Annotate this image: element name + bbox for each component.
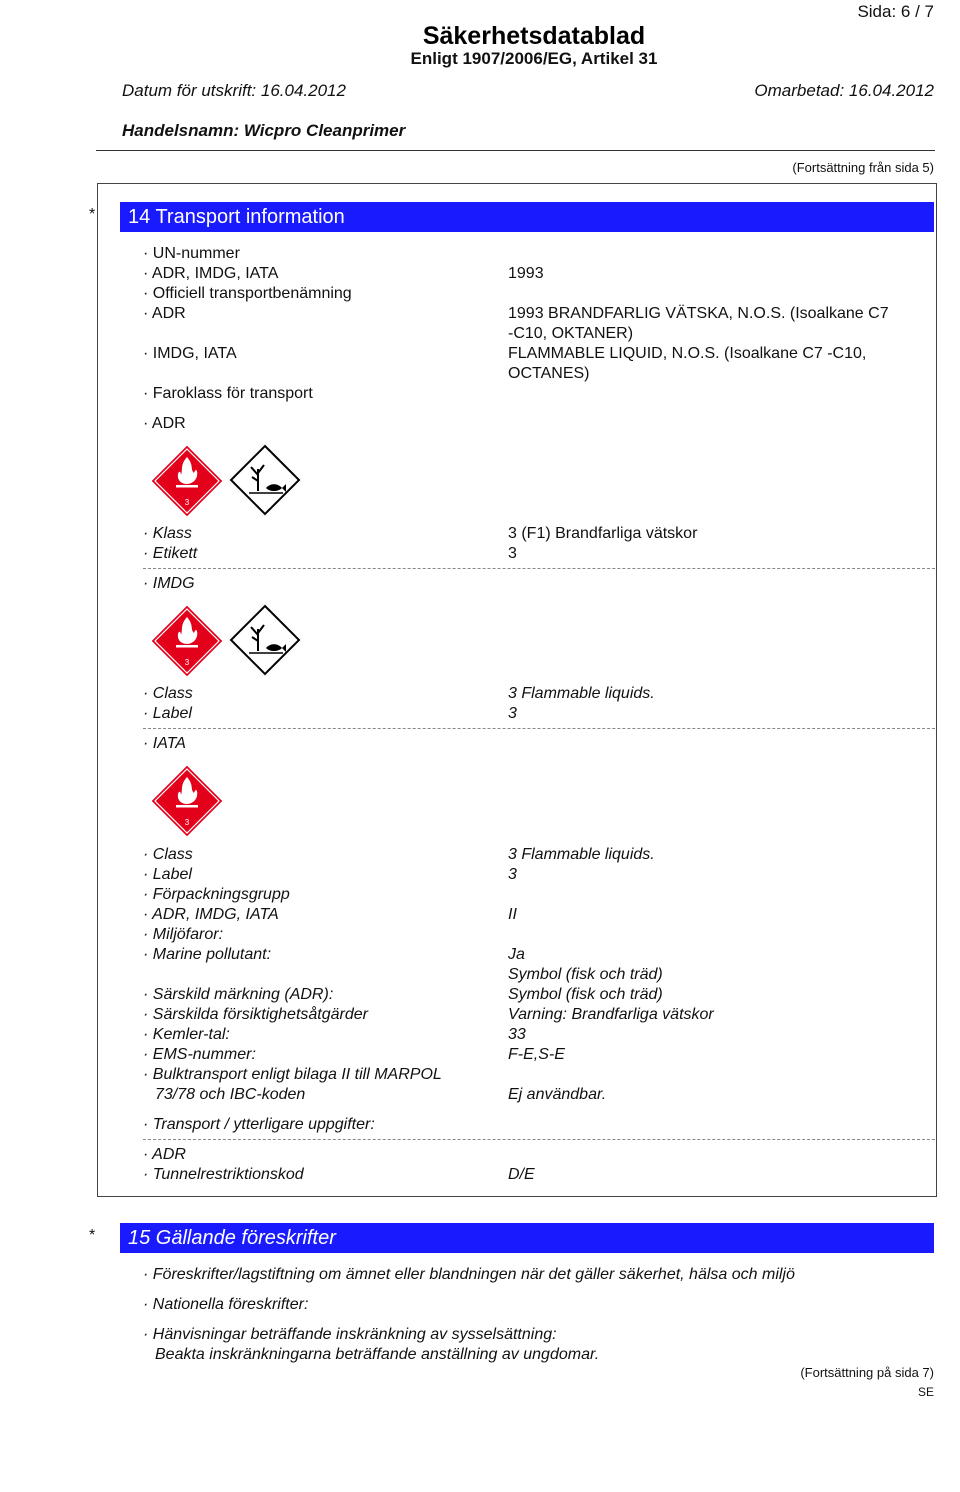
marine-pollutant-value: Ja: [508, 946, 525, 963]
bulk-transport-label: · Bulktransport enligt bilaga II till MARPOL: [143, 1066, 442, 1083]
packing-group-value: II: [508, 906, 517, 923]
imdg-heading: · IMDG: [143, 575, 195, 592]
flammable-diamond-icon: [151, 605, 223, 677]
revised-date: Omarbetad: 16.04.2012: [754, 81, 934, 100]
environment-diamond-icon: [231, 606, 299, 674]
adr-heading: · ADR: [143, 415, 186, 432]
section-14-heading: 14 Transport information: [120, 202, 934, 232]
iata-pictograms: [150, 763, 230, 844]
print-date: Datum för utskrift: 16.04.2012: [122, 81, 346, 100]
packing-group-label: · Förpackningsgrupp: [143, 886, 290, 903]
section-15-star: *: [89, 1227, 96, 1244]
page-number: Sida: 6 / 7: [857, 2, 934, 21]
ems-value: F-E,S-E: [508, 1046, 565, 1063]
iata-label-value: 3: [508, 866, 517, 883]
ems-label: · EMS-nummer:: [143, 1046, 256, 1063]
adr-etikett-value: 3: [508, 545, 517, 562]
svg-text:3: 3: [184, 818, 190, 827]
imdg-pictogram-svg: [150, 603, 310, 679]
iata-label-label: · Label: [143, 866, 192, 883]
adr-pictograms: [150, 443, 310, 524]
imdg-pictograms: [150, 603, 310, 684]
adr-label: · ADR: [143, 305, 186, 322]
marine-pollutant-label: · Marine pollutant:: [143, 946, 272, 963]
un-number-label: · UN-nummer: [143, 245, 240, 262]
document-subtitle: Enligt 1907/2006/EG, Artikel 31: [410, 49, 658, 68]
bulk-transport-label-cont: 73/78 och IBC-koden: [155, 1086, 306, 1103]
hazard-class-label: · Faroklass för transport: [143, 385, 313, 402]
svg-text:3: 3: [184, 498, 190, 507]
imdg-shipping-name-cont: OCTANES): [508, 365, 590, 382]
national-regulations-label: · Nationella föreskrifter:: [143, 1296, 309, 1313]
regulations-label: · Föreskrifter/lagstiftning om ämnet eller blandningen när det gäller säkerhet, hälsa och miljö: [143, 1266, 795, 1283]
divider: [143, 728, 935, 729]
adr-pictogram-svg: [150, 443, 310, 519]
packing-adr-label: · ADR, IMDG, IATA: [143, 906, 279, 923]
special-marking-label: · Särskild märkning (ADR):: [143, 986, 334, 1003]
iata-heading: · IATA: [143, 735, 186, 752]
imdg-iata-label: · IMDG, IATA: [143, 345, 237, 362]
header-rule: [96, 150, 935, 151]
section-15-heading: 15 Gällande föreskrifter: [120, 1223, 934, 1253]
kemler-label: · Kemler-tal:: [143, 1026, 230, 1043]
env-hazards-label: · Miljöfaror:: [143, 926, 224, 943]
kemler-value: 33: [508, 1026, 526, 1043]
language-code: SE: [917, 1385, 934, 1399]
employment-restriction-text: Beakta inskränkningarna beträffande anställning av ungdomar.: [155, 1346, 600, 1363]
marine-pollutant-symbol: Symbol (fisk och träd): [508, 966, 663, 983]
imdg-label-value: 3: [508, 705, 517, 722]
bulk-transport-value: Ej användbar.: [508, 1086, 607, 1103]
adr-etikett-label: · Etikett: [143, 545, 198, 562]
svg-text:3: 3: [184, 658, 190, 667]
iata-class-value: 3 Flammable liquids.: [508, 846, 655, 863]
shipping-name-label: · Officiell transportbenämning: [143, 285, 352, 302]
imdg-shipping-name: FLAMMABLE LIQUID, N.O.S. (Isoalkane C7 -C10,: [508, 345, 867, 362]
un-adr-label: · ADR, IMDG, IATA: [143, 265, 279, 282]
iata-pictogram-svg: [150, 763, 230, 839]
adr-shipping-name: 1993 BRANDFARLIG VÄTSKA, N.O.S. (Isoalkane C7: [508, 305, 889, 322]
un-number-value: 1993: [508, 265, 544, 282]
flammable-diamond-icon: [151, 445, 223, 517]
precautions-label: · Särskilda försiktighetsåtgärder: [143, 1006, 368, 1023]
tunnel-code-value: D/E: [508, 1166, 535, 1183]
precautions-value: Varning: Brandfarliga vätskor: [508, 1006, 714, 1023]
transport-extra-label: · Transport / ytterligare uppgifter:: [143, 1116, 375, 1133]
transport-adr-label: · ADR: [143, 1146, 186, 1163]
imdg-class-label: · Class: [143, 685, 193, 702]
employment-restriction-label: · Hänvisningar beträffande inskränkning av sysselsättning:: [143, 1326, 557, 1343]
continued-on: (Fortsättning på sida 7): [800, 1365, 934, 1380]
adr-klass-value: 3 (F1) Brandfarliga vätskor: [508, 525, 698, 542]
adr-shipping-name-cont: -C10, OKTANER): [508, 325, 634, 342]
imdg-class-value: 3 Flammable liquids.: [508, 685, 655, 702]
divider: [143, 568, 935, 569]
environment-diamond-icon: [231, 446, 299, 514]
section-14-star: *: [89, 206, 96, 223]
imdg-label-label: · Label: [143, 705, 192, 722]
divider: [143, 1139, 935, 1140]
flammable-diamond-icon: [151, 765, 223, 837]
continued-from: (Fortsättning från sida 5): [792, 160, 934, 175]
adr-klass-label: · Klass: [143, 525, 192, 542]
trade-name: Handelsnamn: Wicpro Cleanprimer: [122, 121, 406, 140]
iata-class-label: · Class: [143, 846, 193, 863]
tunnel-code-label: · Tunnelrestriktionskod: [143, 1166, 304, 1183]
special-marking-value: Symbol (fisk och träd): [508, 986, 663, 1003]
document-title: Säkerhetsdatablad: [422, 22, 646, 50]
